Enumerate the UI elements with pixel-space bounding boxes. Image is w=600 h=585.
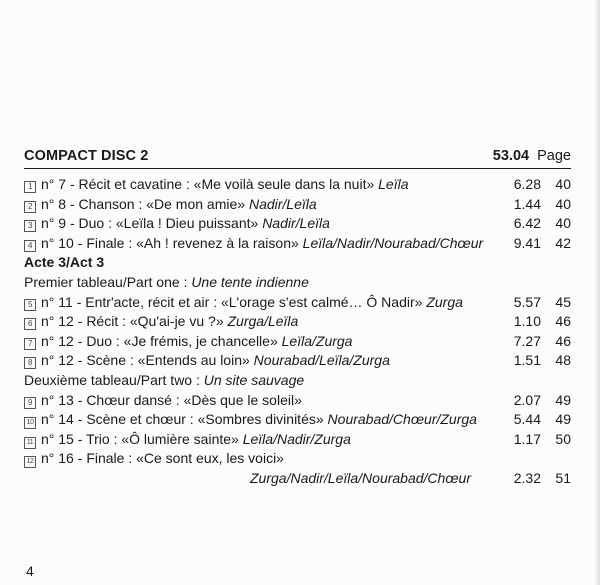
track-row: 10 n° 14 - Scène et chœur : «Sombres divinités» Nourabad/Chœur/Zurga 5.44 49 bbox=[24, 410, 571, 430]
tableau-heading bbox=[24, 371, 571, 391]
track-row: 2 n° 8 - Chanson : «De mon amie» Nadir/Leïla 1.44 40 bbox=[24, 195, 571, 215]
track-number-box: 6 bbox=[24, 318, 36, 330]
track-row: 7 n° 12 - Duo : «Je frémis, je chancelle» Leïla/Zurga 7.27 46 bbox=[24, 332, 571, 352]
track-title: Scène et chœur : «Sombres divinités» bbox=[86, 411, 324, 428]
track-roles: Leïla/Zurga bbox=[281, 332, 353, 349]
tracklist bbox=[24, 142, 571, 489]
track-page: 46 bbox=[555, 313, 571, 330]
track-row: 6 n° 12 - Récit : «Qu'ai-je vu ?» Zurga/Leïla 1.10 46 bbox=[24, 312, 571, 332]
track-number-box: 5 bbox=[24, 299, 36, 311]
track-number-box: 8 bbox=[24, 357, 36, 369]
track-number: n° 16 bbox=[41, 450, 74, 467]
track-page: 46 bbox=[555, 332, 571, 349]
track-page: 51 bbox=[555, 469, 571, 486]
track-roles: Leïla/Nadir/Zurga bbox=[242, 430, 351, 447]
track-duration: 9.41 bbox=[513, 234, 541, 251]
track-duration: 1.17 bbox=[513, 430, 541, 447]
track-duration: 1.44 bbox=[513, 195, 541, 212]
track-number-box: 11 bbox=[24, 437, 36, 449]
track-page: 50 bbox=[555, 430, 571, 447]
track-title: Finale : «Ce sont eux, les voici» bbox=[86, 450, 284, 467]
track-page: 40 bbox=[555, 195, 571, 212]
track-row: 9 n° 13 - Chœur dansé : «Dès que le soleil» 2.07 49 bbox=[24, 391, 571, 411]
track-row: 5 n° 11 - Entr'acte, récit et air : «L'orage s'est calmé… Ô Nadir» Zurga 5.57 45 bbox=[24, 293, 571, 313]
track-row-continuation bbox=[24, 469, 571, 489]
track-number: n° 14 bbox=[41, 411, 74, 428]
track-page: 40 bbox=[555, 215, 571, 232]
track-roles: Nourabad/Chœur/Zurga bbox=[327, 411, 477, 428]
track-page: 45 bbox=[555, 293, 571, 310]
track-duration: 6.28 bbox=[513, 176, 541, 192]
track-row: 4 n° 10 - Finale : «Ah ! revenez à la raison» Leïla/Nadir/Nourabad/Chœur 9.41 42 bbox=[24, 234, 571, 254]
track-row: 12 n° 16 - Finale : «Ce sont eux, les voici» bbox=[24, 449, 571, 469]
track-number: n° 9 bbox=[41, 215, 67, 232]
track-row: 8 n° 12 - Scène : «Entends au loin» Nourabad/Leïla/Zurga 1.51 48 bbox=[24, 351, 571, 371]
total-time: 53.04 bbox=[492, 148, 530, 164]
track-title: Récit et cavatine : «Me voilà seule dans la nuit» bbox=[78, 176, 375, 192]
tableau-label: Premier tableau/Part one : bbox=[24, 273, 188, 290]
tableau-label: Deuxième tableau/Part two : bbox=[24, 371, 200, 388]
track-number: n° 13 bbox=[41, 391, 74, 408]
act-3-title: Acte 3/Act 3 bbox=[24, 254, 105, 271]
act-heading bbox=[24, 253, 571, 273]
track-number: n° 10 bbox=[41, 234, 74, 251]
track-duration: 2.07 bbox=[513, 391, 541, 408]
tableau-heading bbox=[24, 273, 571, 293]
track-number: n° 11 bbox=[41, 293, 73, 310]
track-number: n° 12 bbox=[41, 313, 74, 330]
track-title: Duo : «Je frémis, je chancelle» bbox=[86, 332, 278, 349]
track-number: n° 12 bbox=[41, 352, 74, 369]
track-page: 42 bbox=[555, 234, 571, 251]
track-title: Entr'acte, récit et air : «L'orage s'est calmé… Ô Nadir» bbox=[85, 293, 423, 310]
track-title: Chanson : «De mon amie» bbox=[78, 195, 246, 212]
track-roles: Zurga/Leïla bbox=[227, 313, 299, 330]
track-number-box: 7 bbox=[24, 338, 36, 350]
track-page: 48 bbox=[555, 352, 571, 369]
track-list bbox=[24, 175, 571, 489]
track-duration: 1.10 bbox=[513, 313, 541, 330]
header-right bbox=[493, 148, 571, 164]
track-roles: Nadir/Leïla bbox=[248, 195, 317, 212]
tableau-setting: Un site sauvage bbox=[203, 371, 305, 388]
track-roles: Nadir/Leïla bbox=[262, 215, 330, 232]
track-duration: 2.32 bbox=[513, 469, 541, 486]
track-number: n° 12 bbox=[41, 332, 74, 349]
track-page: 49 bbox=[555, 411, 571, 428]
track-duration: 5.57 bbox=[513, 293, 541, 310]
tableau-setting: Une tente indienne bbox=[191, 273, 309, 290]
disc-header bbox=[24, 142, 571, 169]
track-title: Scène : «Entends au loin» bbox=[86, 352, 250, 369]
track-roles: Leïla bbox=[378, 176, 409, 192]
track-duration: 1.51 bbox=[513, 352, 541, 369]
track-row: 3 n° 9 - Duo : «Leïla ! Dieu puissant» Nadir/Leïla 6.42 40 bbox=[24, 214, 571, 234]
track-number-box: 12 bbox=[24, 456, 36, 468]
track-title: Récit : «Qu'ai-je vu ?» bbox=[86, 313, 224, 330]
track-title: Finale : «Ah ! revenez à la raison» bbox=[86, 234, 299, 251]
track-roles: Leïla/Nadir/Nourabad/Chœur bbox=[302, 234, 484, 251]
track-number-box: 10 bbox=[24, 417, 36, 429]
track-roles: Zurga/Nadir/Leïla/Nourabad/Chœur bbox=[250, 469, 471, 486]
track-page: 49 bbox=[555, 391, 571, 408]
track-title: Chœur dansé : «Dès que le soleil» bbox=[86, 391, 302, 408]
page-edge-shadow bbox=[594, 0, 600, 585]
track-title: Trio : «Ô lumière sainte» bbox=[86, 430, 239, 447]
track-number-box: 9 bbox=[24, 397, 36, 409]
track-row: 1 n° 7 - Récit et cavatine : «Me voilà seule dans la nuit» Leïla 6.28 40 bbox=[24, 175, 571, 195]
track-title: Duo : «Leïla ! Dieu puissant» bbox=[78, 215, 259, 232]
track-number-box: 3 bbox=[24, 220, 36, 232]
track-number-box: 1 bbox=[24, 181, 36, 193]
track-number: n° 7 bbox=[41, 176, 67, 192]
track-number: n° 15 bbox=[41, 430, 74, 447]
page-number: 4 bbox=[26, 563, 34, 579]
track-roles: Nourabad/Leïla/Zurga bbox=[253, 352, 390, 369]
page-column-label: Page bbox=[537, 148, 571, 164]
track-page: 40 bbox=[555, 176, 571, 192]
track-number-box: 4 bbox=[24, 240, 36, 252]
track-number-box: 2 bbox=[24, 201, 36, 213]
disc-title: COMPACT DISC 2 bbox=[24, 148, 149, 164]
track-roles: Zurga bbox=[426, 293, 463, 310]
track-row: 11 n° 15 - Trio : «Ô lumière sainte» Leïla/Nadir/Zurga 1.17 50 bbox=[24, 430, 571, 450]
track-duration: 5.44 bbox=[513, 411, 541, 428]
track-duration: 6.42 bbox=[513, 215, 541, 232]
track-duration: 7.27 bbox=[513, 332, 541, 349]
track-number: n° 8 bbox=[41, 195, 67, 212]
